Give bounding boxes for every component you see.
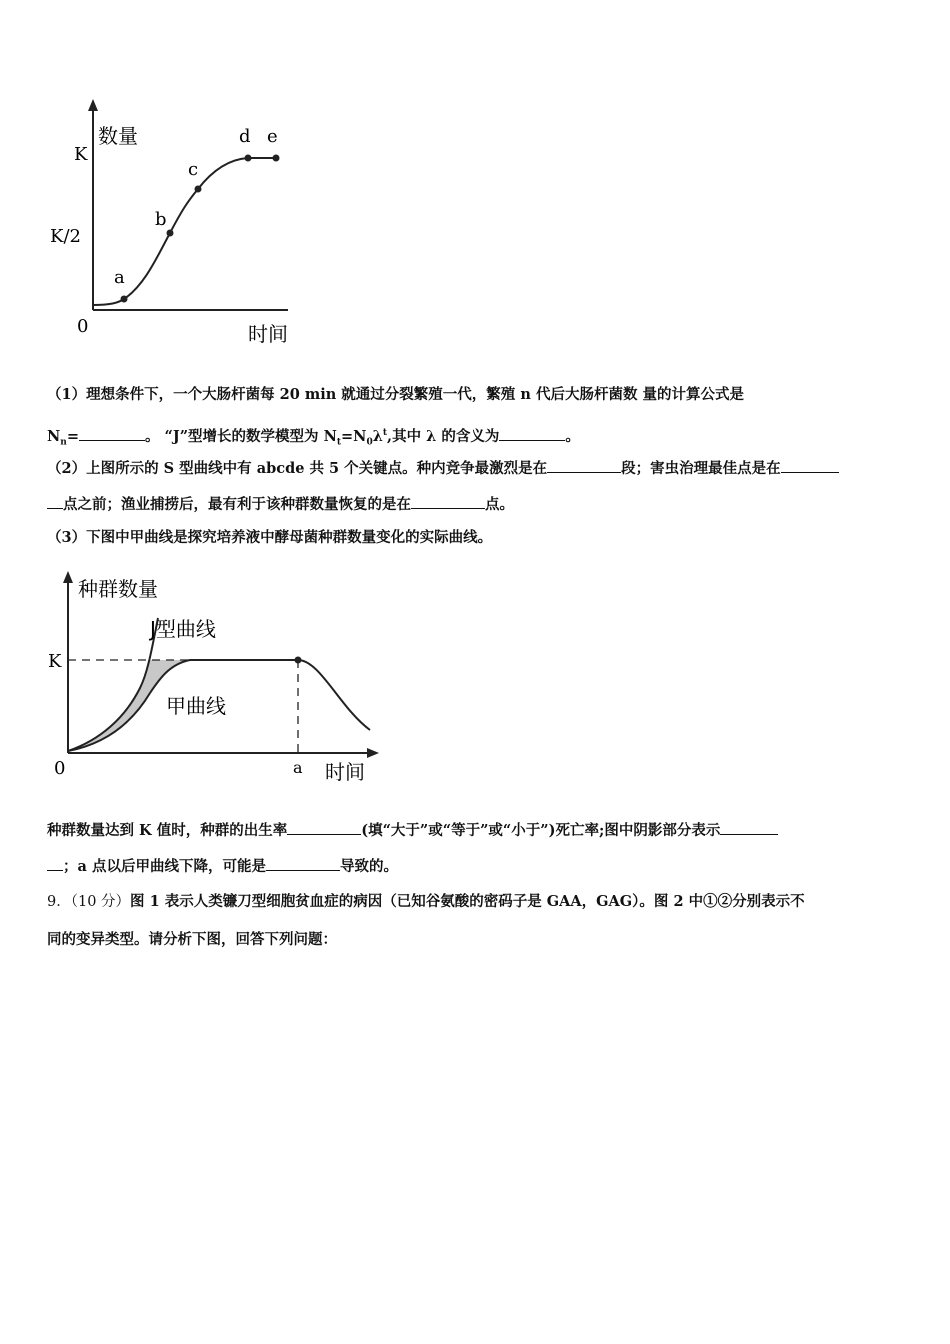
label-d: d — [239, 126, 251, 147]
q9-text-2: 同的变异类型。请分析下图，回答下列问题： — [47, 931, 337, 948]
q9-text-1: 图 1 表示人类镰刀型细胞贫血症的病因（已知谷氨酸的密码子是 GAA，GAG）。图 2 中①②分别表示不 — [130, 893, 805, 910]
fig2-a-label: a — [293, 758, 303, 777]
fig2-jia-label: 甲曲线 — [166, 694, 226, 718]
q2-line1 — [47, 458, 839, 479]
q9-line2 — [47, 930, 337, 950]
label-a: a — [114, 267, 125, 288]
fig2-y-axis-arrow — [63, 571, 73, 583]
label-b: b — [155, 209, 167, 230]
q1-n0-sub: 0 — [366, 437, 373, 448]
q3-cont-text-b: (填“大于”或“等于”或“小于”)死亡率;图中阴影部分表示 — [361, 822, 721, 839]
q1-eq: = — [66, 427, 79, 445]
fig1-k-label: K — [74, 144, 88, 165]
q2-blank2-cont[interactable] — [47, 494, 63, 509]
q1-t-sup: t — [382, 428, 388, 438]
q3-cont-text-d: 导致的。 — [339, 858, 398, 875]
fig1-y-label: 数量 — [98, 124, 138, 148]
q1-line1-text: （1）理想条件下，一个大肠杆菌每 20 min 就通过分裂繁殖一代，繁殖 n 代后大肠杆菌数 量的计算公式是 — [47, 386, 744, 403]
q1-text-g: 。 — [565, 427, 580, 445]
q1-text-d: =N — [341, 427, 367, 445]
q1-blank1[interactable] — [79, 426, 145, 441]
q1-nt-sub: t — [336, 437, 342, 448]
q2-text-c: 点之前；渔业捕捞后，最有利于该种群数量恢复的是在 — [63, 496, 411, 513]
q3-blank2-cont[interactable] — [47, 856, 63, 871]
q1-lambda: λ — [372, 427, 383, 445]
fig2-j-label: J型曲线 — [150, 617, 216, 641]
q3-cont-text-c: ；a 点以后甲曲线下降，可能是 — [63, 858, 266, 875]
q1-text-f: ,其中 λ 的含义为 — [387, 427, 500, 445]
q9-line1 — [47, 892, 805, 912]
fig2-y-label: 种群数量 — [78, 577, 158, 601]
q3-line1 — [47, 528, 492, 548]
q3-cont-line1 — [47, 820, 778, 841]
fig2-k-label: K — [48, 651, 62, 672]
q3-blank1[interactable] — [287, 820, 361, 835]
q2-blank3[interactable] — [411, 494, 485, 509]
q1-nn-sub: n — [60, 437, 67, 448]
q1-blank2[interactable] — [499, 426, 565, 441]
point-c — [195, 186, 202, 193]
point-b — [167, 230, 174, 237]
q3-text: （3）下图中甲曲线是探究培养液中酵母菌种群数量变化的实际曲线。 — [47, 529, 493, 546]
q2-text-a: （2）上图所示的 S 型曲线中有 abcde 共 5 个关键点。种内竞争最激烈是在 — [47, 460, 548, 477]
y-axis-arrow — [88, 99, 98, 111]
fig1-origin: 0 — [77, 316, 89, 337]
point-a — [121, 296, 128, 303]
q2-blank1[interactable] — [547, 458, 621, 473]
point-e — [273, 155, 280, 162]
point-d — [245, 155, 252, 162]
q2-blank2[interactable] — [781, 458, 839, 473]
s-curve-figure — [40, 95, 310, 350]
q2-text-b: 段；害虫治理最佳点是在 — [621, 460, 781, 477]
q1-line2 — [47, 423, 580, 453]
q3-blank3[interactable] — [266, 856, 340, 871]
fig2-x-label: 时间 — [325, 760, 365, 784]
fig2-origin: 0 — [54, 758, 66, 779]
q3-cont-line2 — [47, 856, 398, 877]
label-c: c — [188, 159, 199, 180]
q3-cont-text-a: 种群数量达到 K 值时，种群的出生率 — [47, 822, 288, 839]
q2-line2 — [47, 494, 514, 515]
j-curve-figure — [40, 568, 385, 793]
fig1-k-half-label: K/2 — [50, 226, 81, 247]
q3-blank2[interactable] — [720, 820, 778, 835]
fig2-x-axis-arrow — [367, 748, 379, 758]
q1-nn: N — [47, 427, 61, 445]
point-a-marker — [295, 657, 302, 664]
q1-text-c: 。 “J”型增长的数学模型为 N — [144, 427, 337, 445]
label-e: e — [267, 126, 278, 147]
q9-number: 9．（10 分） — [47, 894, 131, 910]
q2-text-d: 点。 — [485, 496, 514, 513]
fig1-x-label: 时间 — [248, 322, 288, 346]
q1-line1 — [47, 385, 744, 405]
